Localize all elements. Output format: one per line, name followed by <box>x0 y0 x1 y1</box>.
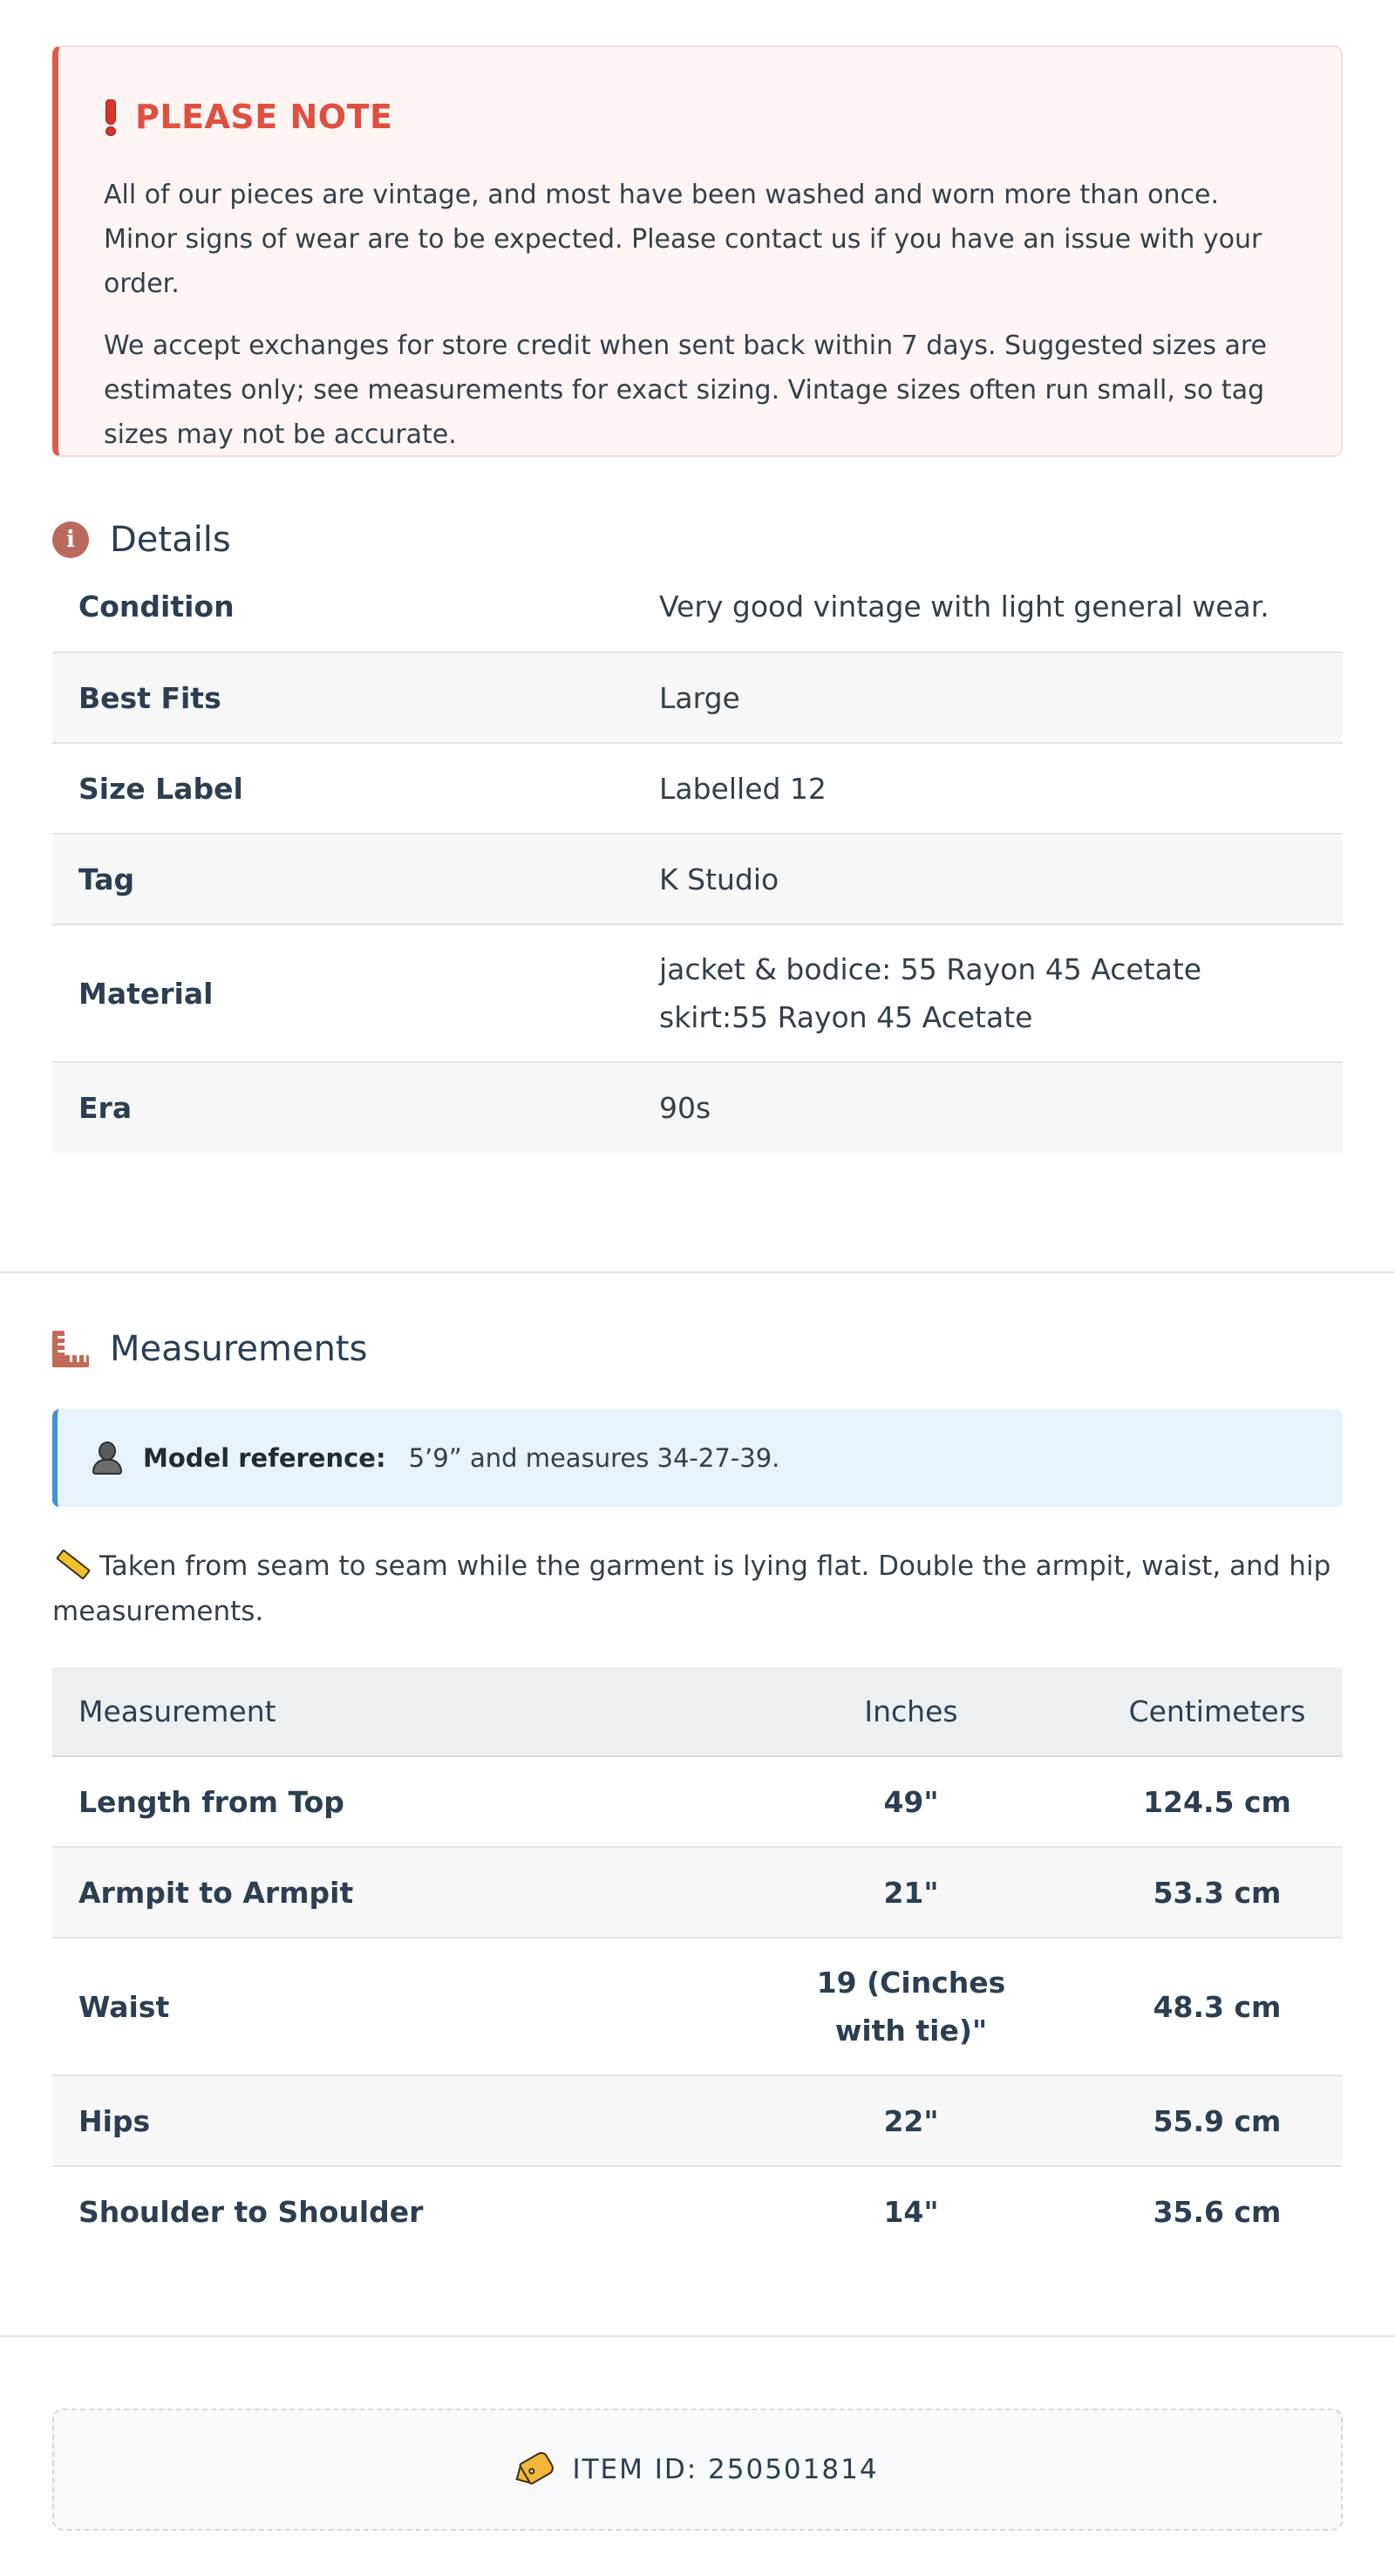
detail-label: Best Fits <box>52 652 633 743</box>
measurement-inches: 21" <box>731 1847 1092 1938</box>
detail-value: Very good vintage with light general wear. <box>633 562 1343 652</box>
person-icon <box>92 1441 122 1475</box>
measurement-cm: 53.3 cm <box>1092 1847 1343 1938</box>
details-table <box>52 562 1343 1153</box>
tag-icon <box>512 2447 560 2491</box>
measurement-cm: 124.5 cm <box>1092 1756 1343 1847</box>
section-divider <box>0 2335 1395 2337</box>
model-reference-callout <box>52 1409 1343 1507</box>
column-header-inches: Inches <box>731 1667 1092 1756</box>
measurement-cm: 35.6 cm <box>1153 2195 1282 2229</box>
detail-label: Era <box>52 1062 633 1153</box>
measurement-name: Waist <box>52 1938 731 2075</box>
table-row <box>52 1756 1343 1847</box>
measurement-inches: 49" <box>731 1756 1092 1847</box>
model-reference-label: Model reference: <box>143 1443 386 1473</box>
detail-value: Large <box>633 652 1343 743</box>
column-header-centimeters: Centimeters <box>1092 1667 1343 1756</box>
detail-label: Tag <box>52 834 633 924</box>
table-row <box>52 1062 1343 1153</box>
section-divider <box>0 1271 1395 1273</box>
exclamation-icon <box>104 99 116 134</box>
info-icon: i <box>52 521 89 558</box>
measurement-note-text: Taken from seam to seam while the garment is lying flat. Double the armpit, waist, and hip measurements. <box>52 1550 1331 1627</box>
measurement-cm: 55.9 cm <box>1092 2075 1343 2166</box>
measurement-name: Shoulder to Shoulder <box>78 2195 424 2229</box>
detail-value: jacket & bodice: 55 Rayon 45 Acetate skirt:55 Rayon 45 Acetate <box>633 924 1343 1062</box>
detail-value: 90s <box>633 1062 1343 1153</box>
table-row <box>52 834 1343 924</box>
measurements-title: Measurements <box>110 1329 368 1369</box>
notice-title: PLEASE NOTE <box>135 98 393 136</box>
details-title: Details <box>110 520 231 560</box>
detail-label: Size Label <box>52 743 633 834</box>
table-row <box>52 2166 1343 2257</box>
table-header-row <box>52 1667 1343 1756</box>
item-id-box <box>52 2409 1343 2531</box>
table-row <box>52 1847 1343 1938</box>
column-header-measurement: Measurement <box>52 1667 731 1756</box>
detail-label: Material <box>52 924 633 1062</box>
ruler-icon <box>52 1331 89 1367</box>
measurement-inches: 19 (Cinches with tie)" <box>731 1938 1092 2075</box>
model-reference-value: 5’9” and measures 34-27-39. <box>408 1443 780 1473</box>
table-row <box>52 2075 1343 2166</box>
measurement-cm: 48.3 cm <box>1092 1938 1343 2075</box>
notice-paragraph: All of our pieces are vintage, and most have been washed and worn more than once. Minor signs of wear are to be expected. Please contact us if you have an issue with your order. <box>104 180 1262 299</box>
table-row <box>52 743 1343 834</box>
details-heading <box>52 520 231 560</box>
detail-value: Labelled 12 <box>633 743 1343 834</box>
table-row <box>52 562 1343 652</box>
measurement-inches: 14" <box>883 2195 939 2229</box>
pencil-icon <box>56 1549 91 1580</box>
measurements-table <box>52 1667 1343 2257</box>
notice-header <box>104 98 1296 136</box>
table-row <box>52 652 1343 743</box>
measurement-note <box>52 1544 1343 1634</box>
measurement-name: Length from Top <box>52 1756 731 1847</box>
measurement-inches: 22" <box>731 2075 1092 2166</box>
item-id-text: ITEM ID: 250501814 <box>572 2454 879 2485</box>
notice-paragraph: We accept exchanges for store credit when sent back within 7 days. Suggested sizes are estimates only; see measurements for exact sizing. Vintage sizes often run small, so tag sizes may not be accurate. <box>104 331 1268 450</box>
measurements-heading <box>52 1329 367 1369</box>
detail-label: Condition <box>52 562 633 652</box>
table-row <box>52 1938 1343 2075</box>
measurement-name: Armpit to Armpit <box>52 1847 731 1938</box>
table-row <box>52 924 1343 1062</box>
detail-value: K Studio <box>633 834 1343 924</box>
please-note-notice <box>52 45 1343 457</box>
measurement-name: Hips <box>52 2075 731 2166</box>
